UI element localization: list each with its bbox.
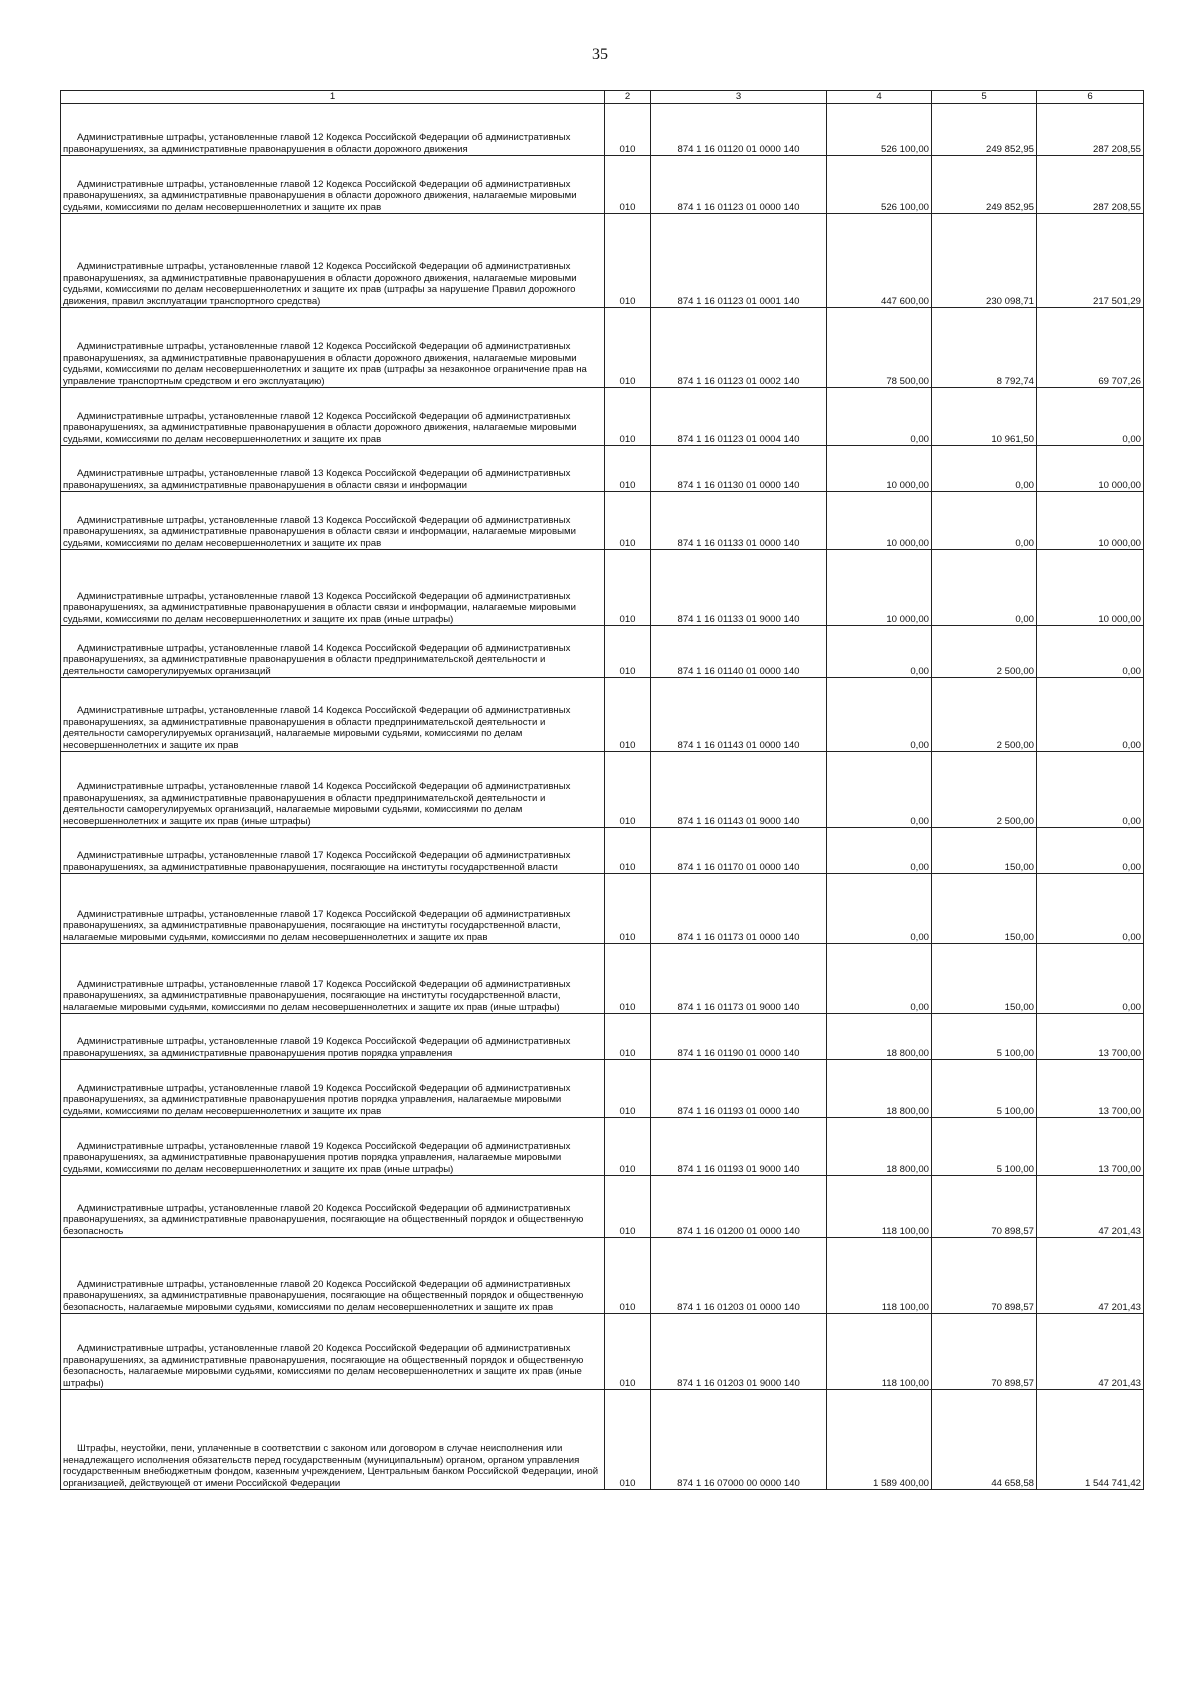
row-value-col6: 1 544 741,42 xyxy=(1037,1390,1144,1490)
row-budget-code: 874 1 16 01203 01 0000 140 xyxy=(651,1238,827,1314)
header-col-1: 1 xyxy=(61,91,605,104)
row-line-code: 010 xyxy=(605,1390,651,1490)
table-header xyxy=(61,91,1144,104)
row-line-code: 010 xyxy=(605,1060,651,1118)
row-budget-code: 874 1 16 01130 01 0000 140 xyxy=(651,446,827,492)
table-row xyxy=(61,1060,1144,1118)
row-line-code: 010 xyxy=(605,1176,651,1238)
row-description: Административные штрафы, установленные главой 19 Кодекса Российской Федерации об административных правонарушениях, за административные правонарушения против порядка управления, налагаемые мировыми судьями, комиссиями по делам несовершеннолетних и защите их прав xyxy=(61,1060,605,1118)
report-table xyxy=(60,90,1144,1490)
row-value-col5: 44 658,58 xyxy=(932,1390,1037,1490)
row-value-col4: 0,00 xyxy=(827,874,932,944)
row-line-code: 010 xyxy=(605,874,651,944)
row-line-code: 010 xyxy=(605,1014,651,1060)
row-value-col5: 5 100,00 xyxy=(932,1060,1037,1118)
header-col-6: 6 xyxy=(1037,91,1144,104)
row-value-col6: 287 208,55 xyxy=(1037,104,1144,156)
table-row xyxy=(61,446,1144,492)
row-value-col5: 0,00 xyxy=(932,492,1037,550)
table-row xyxy=(61,156,1144,214)
row-budget-code: 874 1 16 01120 01 0000 140 xyxy=(651,104,827,156)
table-row xyxy=(61,104,1144,156)
table-row xyxy=(61,752,1144,828)
row-budget-code: 874 1 16 01133 01 0000 140 xyxy=(651,492,827,550)
table-row xyxy=(61,828,1144,874)
row-description: Административные штрафы, установленные главой 17 Кодекса Российской Федерации об административных правонарушениях, за административные правонарушения, посягающие на институты государственной власти, налагаемые мировыми судьями, комиссиями по делам несовершеннолетних и защите их прав (иные штрафы) xyxy=(61,944,605,1014)
row-line-code: 010 xyxy=(605,828,651,874)
table-row xyxy=(61,550,1144,626)
row-value-col6: 10 000,00 xyxy=(1037,550,1144,626)
row-description: Административные штрафы, установленные главой 13 Кодекса Российской Федерации об административных правонарушениях, за административные правонарушения в области связи и информации, налагаемые мировыми судьями, комиссиями по делам несовершеннолетних и защите их прав (иные штрафы) xyxy=(61,550,605,626)
row-value-col6: 217 501,29 xyxy=(1037,214,1144,308)
row-value-col5: 70 898,57 xyxy=(932,1314,1037,1390)
row-description: Административные штрафы, установленные главой 13 Кодекса Российской Федерации об административных правонарушениях, за административные правонарушения в области связи и информации xyxy=(61,446,605,492)
row-value-col5: 2 500,00 xyxy=(932,752,1037,828)
row-value-col5: 70 898,57 xyxy=(932,1176,1037,1238)
row-line-code: 010 xyxy=(605,678,651,752)
row-value-col5: 0,00 xyxy=(932,446,1037,492)
row-budget-code: 874 1 16 01190 01 0000 140 xyxy=(651,1014,827,1060)
row-value-col6: 0,00 xyxy=(1037,944,1144,1014)
table-body xyxy=(61,104,1144,1490)
row-value-col5: 2 500,00 xyxy=(932,678,1037,752)
row-value-col5: 5 100,00 xyxy=(932,1118,1037,1176)
row-line-code: 010 xyxy=(605,550,651,626)
row-budget-code: 874 1 16 01140 01 0000 140 xyxy=(651,626,827,678)
table-row xyxy=(61,1238,1144,1314)
row-description: Административные штрафы, установленные главой 17 Кодекса Российской Федерации об административных правонарушениях, за административные правонарушения, посягающие на институты государственной власти, налагаемые мировыми судьями, комиссиями по делам несовершеннолетних и защите их прав xyxy=(61,874,605,944)
page-number: 35 xyxy=(592,46,608,63)
table-row xyxy=(61,388,1144,446)
table-row xyxy=(61,214,1144,308)
row-value-col5: 150,00 xyxy=(932,874,1037,944)
row-value-col6: 287 208,55 xyxy=(1037,156,1144,214)
table-row xyxy=(61,308,1144,388)
row-budget-code: 874 1 16 01200 01 0000 140 xyxy=(651,1176,827,1238)
row-value-col4: 0,00 xyxy=(827,388,932,446)
row-line-code: 010 xyxy=(605,104,651,156)
row-description: Административные штрафы, установленные главой 14 Кодекса Российской Федерации об административных правонарушениях, за административные правонарушения в области предпринимательской деятельности и деятельности саморегулируемых организаций xyxy=(61,626,605,678)
row-line-code: 010 xyxy=(605,214,651,308)
row-value-col5: 0,00 xyxy=(932,550,1037,626)
row-description: Административные штрафы, установленные главой 14 Кодекса Российской Федерации об административных правонарушениях, за административные правонарушения в области предпринимательской деятельности и деятельности саморегулируемых организаций, налагаемые мировыми судьями, комиссиями по делам несовершеннолетних и защите их прав (иные штрафы) xyxy=(61,752,605,828)
table-row xyxy=(61,1118,1144,1176)
row-line-code: 010 xyxy=(605,308,651,388)
row-value-col6: 13 700,00 xyxy=(1037,1118,1144,1176)
row-description: Административные штрафы, установленные главой 12 Кодекса Российской Федерации об административных правонарушениях, за административные правонарушения в области дорожного движения xyxy=(61,104,605,156)
row-value-col4: 118 100,00 xyxy=(827,1314,932,1390)
table-row xyxy=(61,678,1144,752)
row-budget-code: 874 1 16 01193 01 0000 140 xyxy=(651,1060,827,1118)
row-description: Административные штрафы, установленные главой 19 Кодекса Российской Федерации об административных правонарушениях, за административные правонарушения против порядка управления xyxy=(61,1014,605,1060)
table-row xyxy=(61,1014,1144,1060)
table-row xyxy=(61,492,1144,550)
row-value-col4: 526 100,00 xyxy=(827,104,932,156)
row-value-col5: 249 852,95 xyxy=(932,156,1037,214)
row-description: Административные штрафы, установленные главой 12 Кодекса Российской Федерации об административных правонарушениях, за административные правонарушения в области дорожного движения, налагаемые мировыми судьями, комиссиями по делам несовершеннолетних и защите их прав xyxy=(61,388,605,446)
row-value-col6: 13 700,00 xyxy=(1037,1014,1144,1060)
row-budget-code: 874 1 16 01173 01 0000 140 xyxy=(651,874,827,944)
row-value-col4: 118 100,00 xyxy=(827,1176,932,1238)
row-value-col4: 10 000,00 xyxy=(827,550,932,626)
row-value-col4: 78 500,00 xyxy=(827,308,932,388)
row-value-col6: 47 201,43 xyxy=(1037,1238,1144,1314)
row-value-col4: 18 800,00 xyxy=(827,1014,932,1060)
row-value-col4: 10 000,00 xyxy=(827,492,932,550)
header-col-5: 5 xyxy=(932,91,1037,104)
row-budget-code: 874 1 16 01143 01 0000 140 xyxy=(651,678,827,752)
row-line-code: 010 xyxy=(605,626,651,678)
table-row xyxy=(61,1176,1144,1238)
row-value-col6: 47 201,43 xyxy=(1037,1314,1144,1390)
row-value-col5: 70 898,57 xyxy=(932,1238,1037,1314)
row-description: Административные штрафы, установленные главой 17 Кодекса Российской Федерации об административных правонарушениях, за административные правонарушения, посягающие на институты государственной власти xyxy=(61,828,605,874)
row-value-col6: 47 201,43 xyxy=(1037,1176,1144,1238)
row-value-col4: 1 589 400,00 xyxy=(827,1390,932,1490)
row-value-col6: 13 700,00 xyxy=(1037,1060,1144,1118)
row-value-col6: 0,00 xyxy=(1037,752,1144,828)
row-value-col6: 0,00 xyxy=(1037,828,1144,874)
row-budget-code: 874 1 16 01123 01 0001 140 xyxy=(651,214,827,308)
table-row xyxy=(61,1314,1144,1390)
header-col-4: 4 xyxy=(827,91,932,104)
row-line-code: 010 xyxy=(605,388,651,446)
row-budget-code: 874 1 16 01193 01 9000 140 xyxy=(651,1118,827,1176)
row-line-code: 010 xyxy=(605,1314,651,1390)
row-budget-code: 874 1 16 01133 01 9000 140 xyxy=(651,550,827,626)
row-value-col6: 69 707,26 xyxy=(1037,308,1144,388)
row-value-col6: 0,00 xyxy=(1037,626,1144,678)
row-value-col4: 18 800,00 xyxy=(827,1118,932,1176)
row-line-code: 010 xyxy=(605,1238,651,1314)
row-value-col6: 0,00 xyxy=(1037,678,1144,752)
row-line-code: 010 xyxy=(605,492,651,550)
header-col-3: 3 xyxy=(651,91,827,104)
row-budget-code: 874 1 16 01143 01 9000 140 xyxy=(651,752,827,828)
row-budget-code: 874 1 16 07000 00 0000 140 xyxy=(651,1390,827,1490)
row-value-col4: 0,00 xyxy=(827,752,932,828)
row-description: Административные штрафы, установленные главой 12 Кодекса Российской Федерации об административных правонарушениях, за административные правонарушения в области дорожного движения, налагаемые мировыми судьями, комиссиями по делам несовершеннолетних и защите их прав (штрафы за нарушение Правил дорожного движения, правил эксплуатации транспортного средства) xyxy=(61,214,605,308)
row-description: Административные штрафы, установленные главой 20 Кодекса Российской Федерации об административных правонарушениях, за административные правонарушения, посягающие на общественный порядок и общественную безопасность, налагаемые мировыми судьями, комиссиями по делам несовершеннолетних и защите их прав xyxy=(61,1238,605,1314)
row-budget-code: 874 1 16 01203 01 9000 140 xyxy=(651,1314,827,1390)
table-row xyxy=(61,1390,1144,1490)
row-budget-code: 874 1 16 01123 01 0002 140 xyxy=(651,308,827,388)
table-row xyxy=(61,944,1144,1014)
row-value-col5: 150,00 xyxy=(932,828,1037,874)
row-value-col4: 118 100,00 xyxy=(827,1238,932,1314)
row-budget-code: 874 1 16 01123 01 0004 140 xyxy=(651,388,827,446)
row-budget-code: 874 1 16 01170 01 0000 140 xyxy=(651,828,827,874)
row-description: Административные штрафы, установленные главой 19 Кодекса Российской Федерации об административных правонарушениях, за административные правонарушения против порядка управления, налагаемые мировыми судьями, комиссиями по делам несовершеннолетних и защите их прав (иные штрафы) xyxy=(61,1118,605,1176)
row-value-col4: 0,00 xyxy=(827,828,932,874)
row-value-col4: 447 600,00 xyxy=(827,214,932,308)
row-value-col4: 10 000,00 xyxy=(827,446,932,492)
row-value-col5: 8 792,74 xyxy=(932,308,1037,388)
row-value-col4: 0,00 xyxy=(827,626,932,678)
row-value-col5: 230 098,71 xyxy=(932,214,1037,308)
header-col-2: 2 xyxy=(605,91,651,104)
row-value-col6: 10 000,00 xyxy=(1037,446,1144,492)
row-description: Административные штрафы, установленные главой 14 Кодекса Российской Федерации об административных правонарушениях, за административные правонарушения в области предпринимательской деятельности и деятельности саморегулируемых организаций, налагаемые мировыми судьями, комиссиями по делам несовершеннолетних и защите их прав xyxy=(61,678,605,752)
row-value-col4: 0,00 xyxy=(827,678,932,752)
row-line-code: 010 xyxy=(605,1118,651,1176)
table-row xyxy=(61,874,1144,944)
row-line-code: 010 xyxy=(605,156,651,214)
row-value-col4: 0,00 xyxy=(827,944,932,1014)
row-value-col5: 2 500,00 xyxy=(932,626,1037,678)
row-description: Административные штрафы, установленные главой 13 Кодекса Российской Федерации об административных правонарушениях, за административные правонарушения в области связи и информации, налагаемые мировыми судьями, комиссиями по делам несовершеннолетних и защите их прав xyxy=(61,492,605,550)
table-row xyxy=(61,626,1144,678)
row-value-col6: 0,00 xyxy=(1037,874,1144,944)
row-value-col4: 526 100,00 xyxy=(827,156,932,214)
row-value-col5: 249 852,95 xyxy=(932,104,1037,156)
row-value-col5: 10 961,50 xyxy=(932,388,1037,446)
row-value-col6: 0,00 xyxy=(1037,388,1144,446)
row-description: Административные штрафы, установленные главой 20 Кодекса Российской Федерации об административных правонарушениях, за административные правонарушения, посягающие на общественный порядок и общественную безопасность xyxy=(61,1176,605,1238)
row-line-code: 010 xyxy=(605,446,651,492)
row-value-col6: 10 000,00 xyxy=(1037,492,1144,550)
row-value-col5: 150,00 xyxy=(932,944,1037,1014)
row-description: Штрафы, неустойки, пени, уплаченные в соответствии с законом или договором в случае неисполнения или ненадлежащего исполнения обязательств перед государственным (муниципальным) органом, органом управления государственным внебюджетным фондом, казенным учреждением, Центральным банком Российской Федерации, иной организацией, действующей от имени Российской Федерации xyxy=(61,1390,605,1490)
row-value-col5: 5 100,00 xyxy=(932,1014,1037,1060)
row-budget-code: 874 1 16 01173 01 9000 140 xyxy=(651,944,827,1014)
row-line-code: 010 xyxy=(605,944,651,1014)
row-description: Административные штрафы, установленные главой 12 Кодекса Российской Федерации об административных правонарушениях, за административные правонарушения в области дорожного движения, налагаемые мировыми судьями, комиссиями по делам несовершеннолетних и защите их прав xyxy=(61,156,605,214)
row-value-col4: 18 800,00 xyxy=(827,1060,932,1118)
row-description: Административные штрафы, установленные главой 20 Кодекса Российской Федерации об административных правонарушениях, за административные правонарушения, посягающие на общественный порядок и общественную безопасность, налагаемые мировыми судьями, комиссиями по делам несовершеннолетних и защите их прав (иные штрафы) xyxy=(61,1314,605,1390)
row-budget-code: 874 1 16 01123 01 0000 140 xyxy=(651,156,827,214)
row-description: Административные штрафы, установленные главой 12 Кодекса Российской Федерации об административных правонарушениях, за административные правонарушения в области дорожного движения, налагаемые мировыми судьями, комиссиями по делам несовершеннолетних и защите их прав (штрафы за незаконное ограничение прав на управление транспортным средством и его эксплуатацию) xyxy=(61,308,605,388)
row-line-code: 010 xyxy=(605,752,651,828)
